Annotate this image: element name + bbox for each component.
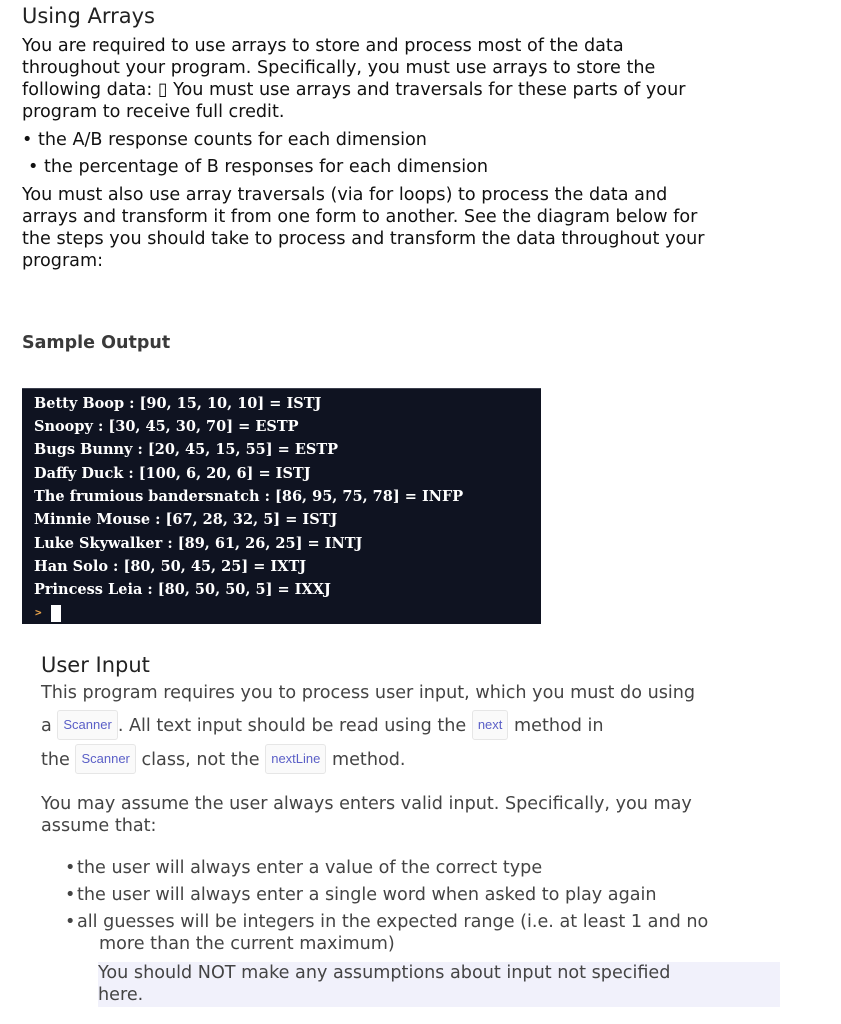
- outro-paragraph: [22, 184, 812, 272]
- bullet-icon: •: [65, 858, 76, 878]
- code-scanner: Scanner: [57, 710, 117, 740]
- text-line: here.: [98, 985, 144, 1005]
- text-line: [41, 744, 406, 774]
- terminal-output: [22, 388, 541, 624]
- inline-text: method.: [331, 750, 406, 770]
- section-title: User Input: [41, 653, 150, 677]
- inline-text: . All text input should be read using the: [117, 716, 467, 736]
- text-line: You should NOT make any assumptions about input not specified: [98, 963, 671, 983]
- bullet-icon: •: [22, 130, 33, 150]
- output-line: Daffy Duck : [100, 6, 20, 6] = ISTJ: [34, 465, 311, 482]
- intro-paragraph: [22, 35, 812, 123]
- list-item-text: the A/B response counts for each dimension: [38, 130, 427, 150]
- sample-output-heading: Sample Output: [22, 333, 171, 353]
- output-line: Princess Leia : [80, 50, 50, 5] = IXXJ: [34, 581, 331, 598]
- inline-text: method in: [514, 716, 604, 736]
- list-item: [65, 911, 708, 933]
- list-item: [65, 857, 542, 879]
- bullet-icon: •: [65, 912, 76, 932]
- list-item-text: the user will always enter a single word when asked to play again: [77, 885, 657, 905]
- inline-text: the: [41, 750, 70, 770]
- text-line: [41, 710, 604, 740]
- text-line: assume that:: [41, 816, 157, 836]
- list-item-text: all guesses will be integers in the expected range (i.e. at least 1 and no: [77, 912, 709, 932]
- text-line: the steps you should take to process and transform the data throughout your: [22, 229, 705, 249]
- inline-text: a: [41, 716, 52, 736]
- terminal-cursor[interactable]: [51, 605, 61, 622]
- output-line: Snoopy : [30, 45, 30, 70] = ESTP: [34, 418, 299, 435]
- list-item: [65, 884, 657, 906]
- list-item-text: the percentage of B responses for each dimension: [44, 157, 489, 177]
- text-line: program:: [22, 251, 104, 271]
- list-item: [22, 129, 427, 151]
- assume-paragraph: [41, 793, 692, 837]
- text-line: You are required to use arrays to store and process most of the data: [22, 36, 624, 56]
- code-next: next: [472, 710, 509, 740]
- output-line: Bugs Bunny : [20, 45, 15, 55] = ESTP: [34, 441, 339, 458]
- section-title: Using Arrays: [22, 4, 155, 28]
- text-line: arrays and transform it from one form to another. See the diagram below for: [22, 207, 698, 227]
- bullet-icon: •: [65, 885, 76, 905]
- list-item-text: the user will always enter a value of the correct type: [77, 858, 543, 878]
- note-callout: [98, 962, 780, 1007]
- code-scanner: Scanner: [75, 744, 135, 774]
- output-line: Minnie Mouse : [67, 28, 32, 5] = ISTJ: [34, 511, 338, 528]
- output-line: Han Solo : [80, 50, 45, 25] = IXTJ: [34, 558, 307, 575]
- bullet-icon: •: [28, 157, 39, 177]
- text-line: This program requires you to process user input, which you must do using: [41, 683, 696, 703]
- code-nextline: nextLine: [265, 744, 326, 774]
- text-line: throughout your program. Specifically, you must use arrays to store the: [22, 58, 656, 78]
- output-line: The frumious bandersnatch : [86, 95, 75, 78] = INFP: [34, 488, 464, 505]
- prompt-icon: >: [35, 606, 42, 619]
- text-line: You may assume the user always enters valid input. Specifically, you may: [41, 794, 692, 814]
- list-item-continuation: more than the current maximum): [99, 934, 395, 954]
- output-line: Betty Boop : [90, 15, 10, 10] = ISTJ: [34, 395, 322, 412]
- list-item: [28, 156, 488, 178]
- text-line: You must also use array traversals (via for loops) to process the data and: [22, 185, 668, 205]
- output-line: Luke Skywalker : [89, 61, 26, 25] = INTJ: [34, 535, 363, 552]
- text-line: program to receive full credit.: [22, 102, 285, 122]
- inline-text: class, not the: [141, 750, 260, 770]
- text-line: following data: ▯ You must use arrays and traversals for these parts of your: [22, 80, 686, 100]
